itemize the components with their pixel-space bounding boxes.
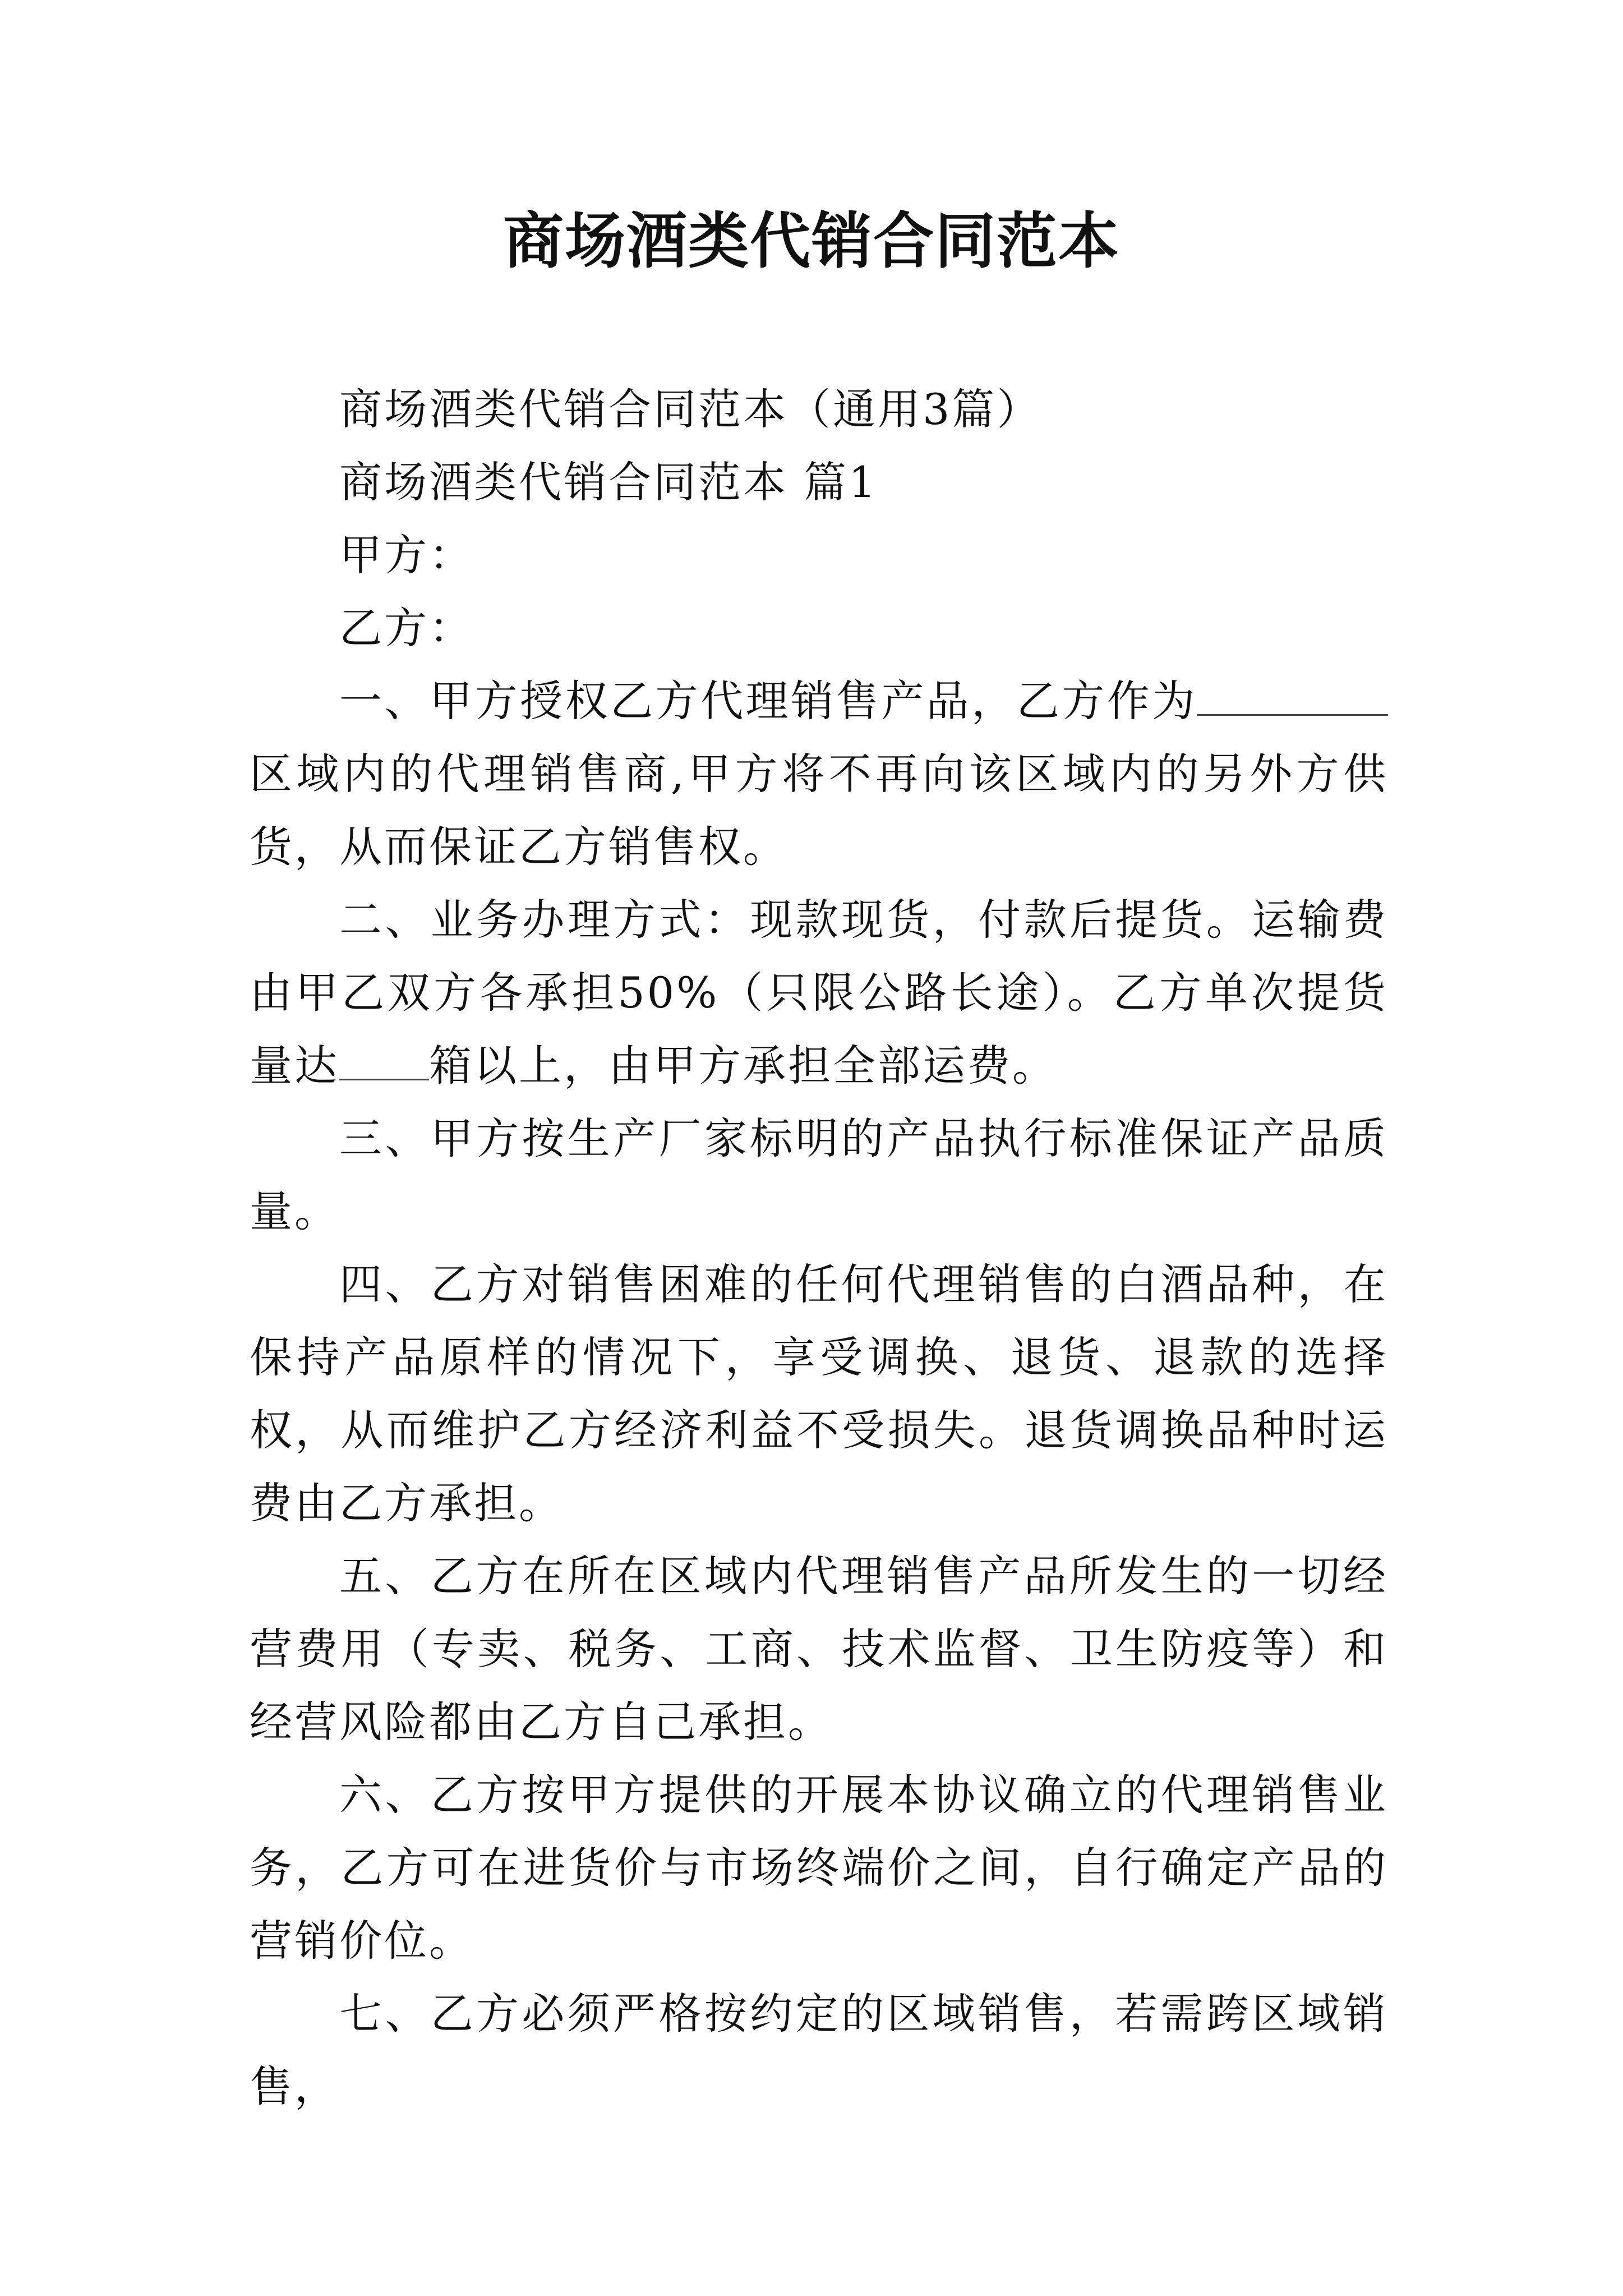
document-title: 商场酒类代销合同范本: [502, 206, 1120, 277]
clause-1-text-a: 一、甲方授权乙方代理销售产品，乙方作为: [339, 676, 1197, 726]
clause-7: 七、乙方必须严格按约定的区域销售，若需跨区域销售，: [250, 1989, 1388, 2111]
clause-2-text-b: 箱以上，由甲方承担全部运费。: [429, 1041, 1057, 1091]
clause-1-text-b: 区域内的代理销售商,甲方将不再向该区域内的另外方供货，从而保证乙方销售权。: [250, 749, 1388, 872]
clause-1: [250, 665, 1388, 884]
region-blank-field: [1197, 675, 1388, 716]
party-a-label: 甲方：: [339, 530, 474, 580]
document-body: [250, 373, 1388, 2123]
section-heading: 商场酒类代销合同范本 篇1: [339, 457, 878, 507]
document-subtitle: 商场酒类代销合同范本（通用3篇）: [339, 384, 1042, 434]
clause-6: 六、乙方按甲方提供的开展本协议确立的代理销售业务，乙方可在进货价与市场终端价之间，自行确定产品的营销价位。: [250, 1770, 1388, 1966]
quantity-blank-field: [339, 1039, 429, 1080]
party-b-label: 乙方：: [339, 603, 474, 653]
clause-2: [250, 884, 1388, 1102]
clause-2-text-a: 二、业务办理方式：现款现货，付款后提货。运输费由甲乙双方各承担50%（只限公路长途）。乙方单次提货量达: [250, 895, 1388, 1091]
clause-5: 五、乙方在所在区域内代理销售产品所发生的一切经营费用（专卖、税务、工商、技术监督、卫生防疫等）和经营风险都由乙方自己承担。: [250, 1551, 1388, 1747]
clause-3: 三、甲方按生产厂家标明的产品执行标准保证产品质量。: [250, 1114, 1388, 1236]
clause-4: 四、乙方对销售困难的任何代理销售的白酒品种，在保持产品原样的情况下，享受调换、退货、退款的选择权，从而维护乙方经济利益不受损失。退货调换品种时运费由乙方承担。: [250, 1259, 1388, 1528]
